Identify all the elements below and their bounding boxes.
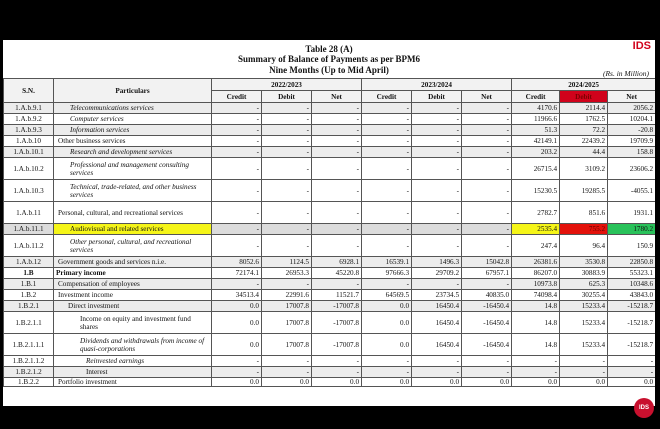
col-year-2: 2023/2024 [362,79,512,91]
table-row [4,301,656,312]
table-row [4,367,656,378]
row-value: - [262,136,312,147]
row-value: - [362,125,412,136]
row-value: - [362,103,412,114]
row-value: 30883.9 [560,268,608,279]
row-value: - [212,125,262,136]
row-value: - [362,136,412,147]
row-value: 2535.4 [512,224,560,235]
row-value: 10204.1 [608,114,655,125]
row-value: - [412,367,462,378]
table-number: Table 28 (A) [305,44,353,54]
row-particular: Reinvested earnings [54,356,212,367]
row-value: - [608,356,655,367]
row-value: 40835.0 [462,290,512,301]
row-value: - [608,367,655,378]
row-sn: 1.A.b.11.2 [4,235,54,257]
row-value: -16450.4 [462,312,512,334]
row-value: - [412,279,462,290]
row-value: 72174.1 [212,268,262,279]
table-period: Nine Months (Up to Mid April) [269,65,389,75]
row-value: 15042.8 [462,257,512,268]
row-value: - [462,158,512,180]
row-value: - [262,224,312,235]
row-value: - [212,202,262,224]
row-value: 0.0 [312,378,362,387]
row-value: -15218.7 [608,334,655,356]
row-value: 0.0 [560,378,608,387]
table-row [4,202,656,224]
row-value: - [212,103,262,114]
row-value: 3109.2 [560,158,608,180]
row-sn: 1.A.b.10.3 [4,180,54,202]
row-value: 150.9 [608,235,655,257]
table-row [4,290,656,301]
row-value: - [262,279,312,290]
row-particular: Income on equity and investment fund shares [54,312,212,334]
row-value: 247.4 [512,235,560,257]
row-value: 97666.3 [362,268,412,279]
sub-net: Net [462,91,512,103]
row-sn: 1.A.b.10.2 [4,158,54,180]
row-value: - [362,367,412,378]
row-value: - [212,114,262,125]
row-value: - [462,147,512,158]
row-sn: 1.A.b.10 [4,136,54,147]
row-value: 0.0 [212,301,262,312]
row-value: - [362,279,412,290]
row-value: 55323.1 [608,268,655,279]
col-sn: S.N. [4,79,54,103]
row-value: - [212,367,262,378]
row-particular: Portfolio investment [54,378,212,387]
row-sn: 1.B [4,268,54,279]
sub-credit: Credit [362,91,412,103]
row-value: 1496.3 [412,257,462,268]
row-sn: 1.B.2.1.1.1 [4,334,54,356]
table-row [4,235,656,257]
row-value: 74098.4 [512,290,560,301]
row-value: 26953.3 [262,268,312,279]
row-value: - [462,224,512,235]
table-row [4,125,656,136]
row-value: - [560,367,608,378]
row-value: 6928.1 [312,257,362,268]
row-sn: 1.B.2.1.2 [4,367,54,378]
row-value: - [462,356,512,367]
table-row [4,114,656,125]
row-value: - [212,235,262,257]
row-value: 16450.4 [412,312,462,334]
row-value: 14.8 [512,312,560,334]
row-particular: Interest [54,367,212,378]
row-value: - [462,180,512,202]
row-value: 0.0 [362,312,412,334]
row-particular: Technical, trade-related, and other business services [54,180,212,202]
row-particular: Other personal, cultural, and recreational services [54,235,212,257]
col-year-1: 2022/2023 [212,79,362,91]
row-value: 22850.8 [608,257,655,268]
row-value: 0.0 [362,378,412,387]
row-value: - [212,180,262,202]
sub-credit: Credit [212,91,262,103]
row-value: - [312,136,362,147]
row-value: 1762.5 [560,114,608,125]
row-sn: 1.A.b.9.3 [4,125,54,136]
table-row [4,257,656,268]
row-value: 15233.4 [560,312,608,334]
row-value: 17007.8 [262,334,312,356]
row-value: 15233.4 [560,334,608,356]
row-value: - [462,103,512,114]
row-value: - [312,279,362,290]
row-value: 2782.7 [512,202,560,224]
row-value: - [412,158,462,180]
document-sheet [3,40,655,406]
row-value: 1780.2 [608,224,655,235]
row-value: - [312,356,362,367]
row-value: - [312,158,362,180]
row-value: - [262,158,312,180]
row-value: 8052.6 [212,257,262,268]
row-value: 2114.4 [560,103,608,114]
sub-net: Net [312,91,362,103]
row-value: -17007.8 [312,312,362,334]
ids-round-logo: IDS [634,398,654,418]
row-value: - [512,367,560,378]
row-value: 10973.8 [512,279,560,290]
row-value: - [362,158,412,180]
row-value: 17007.8 [262,312,312,334]
row-value: - [212,136,262,147]
row-value: 19285.5 [560,180,608,202]
row-value: - [312,367,362,378]
units-label: (Rs. in Million) [602,69,649,78]
row-value: -16450.4 [462,334,512,356]
row-value: 30255.4 [560,290,608,301]
row-value: 23734.5 [412,290,462,301]
row-value: -15218.7 [608,312,655,334]
row-value: - [212,224,262,235]
table-row [4,268,656,279]
row-sn: 1.A.b.10.1 [4,147,54,158]
row-value: - [412,356,462,367]
row-particular: Compensation of employees [54,279,212,290]
row-value: 45220.8 [312,268,362,279]
row-sn: 1.B.2 [4,290,54,301]
row-value: - [362,180,412,202]
row-value: 2056.2 [608,103,655,114]
row-sn: 1.B.1 [4,279,54,290]
row-value: - [312,224,362,235]
row-value: 14.8 [512,301,560,312]
row-value: - [412,180,462,202]
row-value: 96.4 [560,235,608,257]
row-particular: Investment income [54,290,212,301]
row-value: - [212,147,262,158]
row-particular: Research and development services [54,147,212,158]
sub-credit: Credit [512,91,560,103]
row-value: 17007.8 [262,301,312,312]
row-sn: 1.A.b.9.2 [4,114,54,125]
row-value: 1124.5 [262,257,312,268]
row-value: 0.0 [212,378,262,387]
row-value: - [362,202,412,224]
row-sn: 1.B.2.1 [4,301,54,312]
sub-debit: Debit [412,91,462,103]
row-particular: Computer services [54,114,212,125]
row-value: - [312,180,362,202]
row-value: 16450.4 [412,334,462,356]
row-value: 851.6 [560,202,608,224]
row-value: - [462,367,512,378]
row-value: 16450.4 [412,301,462,312]
row-value: - [462,279,512,290]
row-value: - [212,356,262,367]
col-year-3: 2024/2025 [512,79,655,91]
row-value: 67957.1 [462,268,512,279]
row-value: - [412,202,462,224]
row-value: -17007.8 [312,301,362,312]
row-value: -20.8 [608,125,655,136]
row-value: - [362,114,412,125]
sub-debit-highlighted: Debit [560,91,608,103]
row-value: 4170.6 [512,103,560,114]
row-value: 44.4 [560,147,608,158]
table-row [4,136,656,147]
row-value: - [412,147,462,158]
row-value: 26381.6 [512,257,560,268]
row-value: - [412,224,462,235]
row-value: - [412,136,462,147]
row-value: 0.0 [212,312,262,334]
row-particular: Government goods and services n.i.e. [54,257,212,268]
row-value: - [362,356,412,367]
row-value: - [262,180,312,202]
row-value: 0.0 [362,301,412,312]
row-value: 158.8 [608,147,655,158]
row-value: - [412,125,462,136]
row-value: - [462,136,512,147]
row-value: 11966.6 [512,114,560,125]
row-particular: Telecommunications services [54,103,212,114]
row-value: -16450.4 [462,301,512,312]
row-value: - [312,235,362,257]
row-value: - [512,356,560,367]
row-value: - [262,235,312,257]
row-value: - [262,103,312,114]
sub-net: Net [608,91,655,103]
row-value: - [362,224,412,235]
row-value: - [312,114,362,125]
row-value: 22991.6 [262,290,312,301]
row-value: 0.0 [462,378,512,387]
row-value: 10348.6 [608,279,655,290]
row-sn: 1.A.b.9.1 [4,103,54,114]
row-value: 29709.2 [412,268,462,279]
row-sn: 1.B.2.1.1 [4,312,54,334]
row-value: 72.2 [560,125,608,136]
row-value: - [412,103,462,114]
row-sn: 1.B.2.1.1.2 [4,356,54,367]
row-value: - [462,202,512,224]
row-value: - [262,356,312,367]
table-row [4,147,656,158]
row-value: 0.0 [512,378,560,387]
table-row [4,158,656,180]
row-value: - [262,367,312,378]
row-value: - [560,356,608,367]
row-particular: Audiovisual and related services [54,224,212,235]
row-value: - [262,147,312,158]
row-value: 23606.2 [608,158,655,180]
row-value: - [462,114,512,125]
row-particular: Professional and management consulting services [54,158,212,180]
row-value: 0.0 [412,378,462,387]
row-value: -17007.8 [312,334,362,356]
row-value: 26715.4 [512,158,560,180]
row-sn: 1.A.b.12 [4,257,54,268]
table-row [4,224,656,235]
row-sn: 1.A.b.11 [4,202,54,224]
table-row [4,356,656,367]
table-row [4,279,656,290]
table-title: Summary of Balance of Payments as per BPM6 [237,54,421,64]
row-particular: Primary income [54,268,212,279]
row-particular: Personal, cultural, and recreational services [54,202,212,224]
row-value: - [362,147,412,158]
row-particular: Dividends and withdrawals from income of quasi-corporations [54,334,212,356]
row-value: 0.0 [362,334,412,356]
row-sn: 1.B.2.2 [4,378,54,387]
row-value: - [262,125,312,136]
col-particulars: Particulars [54,79,212,103]
row-value: - [312,147,362,158]
row-value: 15230.5 [512,180,560,202]
row-value: -4055.1 [608,180,655,202]
sub-debit: Debit [262,91,312,103]
table-row [4,103,656,114]
table-body [4,103,656,387]
ids-logo: IDS [632,40,651,52]
row-value: 3530.8 [560,257,608,268]
row-value: - [462,125,512,136]
row-value: - [412,235,462,257]
row-value: 34513.4 [212,290,262,301]
row-value: 86207.0 [512,268,560,279]
row-value: 16539.1 [362,257,412,268]
row-value: - [312,125,362,136]
row-value: - [212,158,262,180]
row-value: 22439.2 [560,136,608,147]
row-value: 43843.0 [608,290,655,301]
table-row [4,334,656,356]
row-value: - [412,114,462,125]
row-particular: Information services [54,125,212,136]
row-value: 64569.5 [362,290,412,301]
table-row [4,378,656,387]
row-value: - [312,103,362,114]
row-particular: Other business services [54,136,212,147]
row-value: 755.2 [560,224,608,235]
row-value: 15233.4 [560,301,608,312]
row-value: 19709.9 [608,136,655,147]
row-value: 11521.7 [312,290,362,301]
row-particular: Direct investment [54,301,212,312]
table-row [4,312,656,334]
row-value: - [362,235,412,257]
row-value: -15218.7 [608,301,655,312]
row-sn: 1.A.b.11.1 [4,224,54,235]
row-value: 625.3 [560,279,608,290]
bop-table [3,78,655,387]
row-value: 1931.1 [608,202,655,224]
row-value: - [262,202,312,224]
row-value: 0.0 [608,378,655,387]
row-value: - [462,235,512,257]
row-value: - [212,279,262,290]
table-row [4,180,656,202]
row-value: - [262,114,312,125]
row-value: 51.3 [512,125,560,136]
row-value: 203.2 [512,147,560,158]
row-value: 42149.1 [512,136,560,147]
row-value: 0.0 [212,334,262,356]
row-value: - [312,202,362,224]
row-value: 0.0 [262,378,312,387]
row-value: 14.8 [512,334,560,356]
